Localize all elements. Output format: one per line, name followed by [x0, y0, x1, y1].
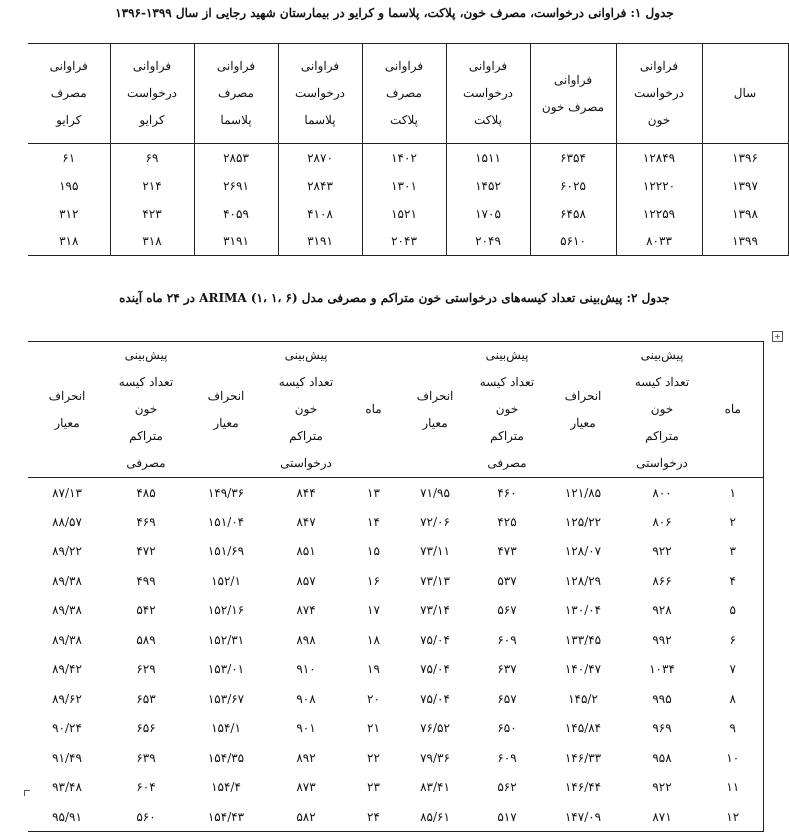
table-row: [28, 773, 763, 803]
table2-header-line: متراکم: [289, 429, 323, 443]
table-cell: ۷: [703, 655, 763, 685]
table-cell: ۱۸: [367, 632, 380, 647]
table-cell: ۸۵/۶۱: [420, 809, 450, 824]
table1-header-line: فراوانی: [132, 59, 172, 73]
table2-header-line: متراکم: [645, 429, 679, 443]
table1-header-line: فراوانی: [468, 59, 508, 73]
table-cell: ۶۳۷: [497, 662, 517, 677]
table-cell: ۴۲۳: [110, 200, 194, 228]
table2-header-line: متراکم: [490, 429, 524, 443]
table-cell: ۸۹/۴۲: [52, 662, 82, 677]
table-cell: ۱۵۴/۳۵: [207, 750, 245, 765]
table-cell: ۱۲۱/۸۵: [564, 485, 602, 500]
table-cell: ۱۳۰/۰۴: [564, 603, 602, 618]
table-cell: ۴۶۰: [497, 485, 517, 500]
table1-header-col-1: [702, 44, 788, 144]
table-cell: ۴۲۵: [497, 514, 517, 529]
table2-header-line: انحراف: [207, 388, 245, 403]
table1-header-line: فراوانی: [553, 72, 593, 87]
table-cell: ۱۴۰/۴۷: [564, 662, 602, 677]
table-cell: ۶۵۶: [136, 721, 156, 736]
table2-header-line: خون: [134, 402, 158, 416]
table-cell: ۹۲۸: [652, 603, 672, 618]
table-cell: ۶۳۵۴: [530, 144, 616, 172]
table-cell: ۴۰۵۹: [194, 200, 278, 228]
table1: [28, 43, 789, 256]
table-cell: ۵۸۹: [136, 632, 156, 647]
table-cell: ۹۱/۴۹: [52, 750, 82, 765]
table-cell: ۱۲۸/۰۷: [564, 544, 602, 559]
table-cell: ۲۱: [367, 721, 380, 736]
table-cell: ۷۳/۱۱: [420, 544, 450, 559]
table-cell: ۸۰۰: [652, 485, 672, 500]
table-cell: ۱۳۳/۴۵: [564, 632, 602, 647]
table-cell: ۱۴۹/۳۶: [207, 485, 245, 500]
table2-header-col-10: [28, 342, 106, 478]
table-cell: ۲۰: [367, 691, 380, 706]
table2-header-line: معیار: [422, 415, 448, 430]
table-cell: ۲۰۴۳: [362, 228, 446, 256]
table1-header-line: مصرف: [50, 86, 87, 100]
table-cell: ۹۹۲: [652, 632, 672, 647]
table-cell: ۱۵۴/۴۳: [207, 809, 245, 824]
table2-header-line: خون: [495, 402, 519, 416]
table-cell: ۲۸۴۳: [278, 172, 362, 200]
table-cell: ۱۳۹۶: [702, 144, 788, 172]
table-cell: ۶۰۹: [497, 750, 517, 765]
table-cell: ۴۶۹: [136, 514, 156, 529]
table-cell: ۹۹۵: [652, 691, 672, 706]
table1-header-line: درخواست: [634, 86, 684, 100]
table-cell: ۸۹۸: [296, 632, 316, 647]
table-cell: ۹۰۱: [296, 721, 316, 736]
table2-header-col-6: [346, 342, 401, 478]
table-cell: ۱۳۹۷: [702, 172, 788, 200]
table-cell: ۸۹/۲۲: [52, 544, 82, 559]
table2-header-line: پیش‌بینی: [284, 348, 328, 362]
table-cell: ۷۵/۰۴: [420, 662, 450, 677]
table-cell: ۷۳/۱۴: [420, 603, 450, 618]
table-cell: ۷۵/۰۴: [420, 632, 450, 647]
table1-header-line: درخواست: [463, 86, 513, 100]
table-cell: ۱۵۴/۴: [211, 780, 241, 795]
table-cell: ۷۲/۰۶: [420, 514, 450, 529]
table-cell: ۹۳/۴۸: [52, 780, 82, 795]
table-cell: ۱۴۶/۴۴: [564, 780, 602, 795]
table-cell: ۸: [703, 684, 763, 714]
table2-header-line: پیش‌بینی: [640, 348, 684, 362]
table2-header-line: درخواستی: [280, 456, 332, 470]
table-cell: ۲۸۵۳: [194, 144, 278, 172]
table-cell: ۴۹۹: [136, 573, 156, 588]
table-cell: ۶۰۹: [497, 632, 517, 647]
table-row: [28, 228, 788, 256]
table2-header-line: ماه: [724, 402, 741, 416]
table-cell: ۸۷۴: [296, 603, 316, 618]
table-cell: ۱۴۷/۰۹: [564, 809, 602, 824]
table-cell: ۳۱۲: [59, 206, 79, 221]
table-cell: ۴۷۳: [497, 544, 517, 559]
table1-header-col-8: [110, 44, 194, 144]
table-cell: ۱۰: [703, 743, 763, 773]
table2-header-line: معیار: [570, 415, 596, 430]
table1-header-line: پلاسما: [220, 113, 252, 127]
table2-header-col-7: [266, 342, 346, 478]
table-cell: ۶: [703, 625, 763, 655]
table2-header-col-1: [703, 342, 763, 478]
table-cell: ۵: [703, 596, 763, 626]
table1-header-line: کرایو: [139, 113, 165, 127]
table-cell: ۱۶: [367, 573, 380, 588]
table-cell: ۶۲۹: [136, 662, 156, 677]
table1-header-line: فراوانی: [384, 59, 424, 73]
table-cell: ۹۵/۹۱: [52, 809, 82, 824]
table-cell: ۸۷۳: [296, 780, 316, 795]
table1-header-line: کرایو: [56, 113, 82, 127]
table-cell: ۸۳/۴۱: [420, 780, 450, 795]
table1-header-line: مصرف خون: [541, 99, 605, 114]
table2-header-line: ماه: [365, 402, 382, 416]
table-cell: ۸۴۷: [296, 514, 316, 529]
table2-header-line: خون: [294, 402, 318, 416]
table-row: [28, 200, 788, 228]
table-row: [28, 625, 763, 655]
table-cell: ۵۶۲: [497, 780, 517, 795]
table-cell: ۸۰۳۳: [616, 228, 702, 256]
table-row: [28, 714, 763, 744]
table-cell: ۷۳/۱۳: [420, 573, 450, 588]
table1-header-line: مصرف: [386, 86, 422, 100]
table2-header-col-9: [106, 342, 186, 478]
table-row: [28, 537, 763, 567]
table-cell: ۶۹: [110, 144, 194, 172]
table2-header-line: پیش‌بینی: [124, 348, 168, 362]
table-cell: ۲۳: [367, 780, 380, 795]
table-cell: ۱۳: [367, 485, 380, 500]
table-cell: ۴: [703, 566, 763, 596]
table-cell: ۶۰۲۵: [530, 172, 616, 200]
table-cell: ۱۲: [703, 802, 763, 832]
table-cell: ۱۵۲۱: [362, 200, 446, 228]
table2-header-col-8: [186, 342, 266, 478]
table2-header-line: انحراف: [564, 388, 602, 403]
table1-header-col-6: [278, 44, 362, 144]
table-cell: ۱۵۳/۶۷: [207, 691, 245, 706]
table-cell: ۶۵۷: [497, 691, 517, 706]
table2-header-line: تعداد کیسه: [634, 375, 690, 389]
table-cell: ۹۵۸: [652, 750, 672, 765]
table-cell: ۱۴: [367, 514, 380, 529]
table-cell: ۱۹۵: [59, 178, 79, 193]
table-cell: ۱۵۲/۱: [211, 573, 241, 588]
table-cell: ۳۱۹۱: [278, 228, 362, 256]
table2-header-col-3: [545, 342, 621, 478]
table-cell: ۲۰۴۹: [446, 228, 530, 256]
table-cell: ۱۹: [367, 662, 380, 677]
table-cell: ۳: [703, 537, 763, 567]
table-cell: ۱۵۱/۶۹: [207, 544, 245, 559]
table-cell: ۶۰۴: [136, 780, 156, 795]
table1-header-col-9: [28, 44, 110, 144]
table-cell: ۲۸۷۰: [278, 144, 362, 172]
table1-header-col-3: [530, 44, 616, 144]
table-cell: ۱۳۹۹: [702, 228, 788, 256]
table2-header-col-2: [621, 342, 703, 478]
table-cell: ۱۵: [367, 544, 380, 559]
table2-header-line: انحراف: [416, 388, 454, 403]
table1-header-col-7: [194, 44, 278, 144]
table2-header-col-4: [469, 342, 545, 478]
table2-header-line: انحراف: [48, 388, 86, 403]
table1-header-line: فراوانی: [300, 59, 340, 73]
table1-header-col-2: [616, 44, 702, 144]
table1-header-line: فراوانی: [49, 59, 88, 73]
table-cell: ۸۹۲: [296, 750, 316, 765]
table-cell: ۱۵۳/۰۱: [207, 662, 245, 677]
table-cell: ۵۶۰: [136, 809, 156, 824]
table-cell: ۱۳۰۱: [362, 172, 446, 200]
table-cell: ۱۵۱۱: [446, 144, 530, 172]
table-row: [28, 478, 763, 508]
table-cell: ۸۵۷: [296, 573, 316, 588]
table1-header-col-4: [446, 44, 530, 144]
table-cell: ۹۲۲: [652, 544, 672, 559]
table-cell: ۱۷: [367, 603, 380, 618]
table2-header-line: تعداد کیسه: [278, 375, 334, 389]
table-cell: ۱۵۱/۰۴: [207, 514, 245, 529]
table-cell: ۵۸۲: [296, 809, 316, 824]
table-cell: ۶۳۹: [136, 750, 156, 765]
table-cell: ۶۵۰: [497, 721, 517, 736]
table-cell: ۱۲۵/۲۲: [564, 514, 602, 529]
table-cell: ۱۲۲۵۹: [616, 200, 702, 228]
table2-header-col-5: [401, 342, 469, 478]
table-cell: ۵۶۷: [497, 603, 517, 618]
table-cell: ۵۳۷: [497, 573, 517, 588]
table-row: [28, 144, 788, 172]
table-cell: ۲۱۴: [110, 172, 194, 200]
table-cell: ۶۱: [62, 150, 76, 165]
move-cross-icon[interactable]: +: [772, 331, 783, 342]
table-cell: ۹۰/۲۴: [52, 721, 82, 736]
table-cell: ۸۵۱: [296, 544, 316, 559]
table-row: [28, 655, 763, 685]
table1-header-line: پلاسما: [304, 113, 336, 127]
table1-header-line: درخواست: [127, 86, 177, 100]
table-cell: ۳۱۸: [59, 234, 79, 249]
table-cell: ۸۹/۳۸: [52, 603, 82, 618]
page-corner-mark: [24, 790, 30, 796]
table1-header-line: پلاکت: [474, 113, 502, 127]
table2: [28, 341, 764, 832]
table-row: [28, 566, 763, 596]
table-cell: ۱: [703, 478, 763, 508]
table-cell: ۷۱/۹۵: [420, 485, 450, 500]
table-cell: ۲۲: [367, 750, 380, 765]
table-cell: ۵۶۱۰: [530, 228, 616, 256]
table-cell: ۱۱: [703, 773, 763, 803]
table-cell: ۹: [703, 714, 763, 744]
table-cell: ۱۴۵/۸۴: [564, 721, 602, 736]
table-cell: ۲۴: [367, 809, 380, 824]
table-cell: ۶۵۳: [136, 691, 156, 706]
table-cell: ۷۹/۳۶: [420, 750, 450, 765]
table2-header-line: خون: [650, 402, 674, 416]
table-cell: ۱۲۲۲۰: [616, 172, 702, 200]
table-cell: ۸۴۴: [296, 485, 316, 500]
table-cell: ۹۲۲: [652, 780, 672, 795]
table-cell: ۹۰۸: [296, 691, 316, 706]
table-cell: ۵۴۲: [136, 603, 156, 618]
table-cell: ۱۲۸۴۹: [616, 144, 702, 172]
table-cell: ۸۹/۳۸: [52, 632, 82, 647]
table1-header-line: خون: [647, 113, 671, 127]
table-cell: ۵۱۷: [497, 809, 517, 824]
table1-header-line: فراوانی: [639, 59, 679, 73]
table2-header-line: متراکم: [129, 429, 163, 443]
table-cell: ۱۵۲/۱۶: [207, 603, 245, 618]
table-cell: ۱۴۰۲: [362, 144, 446, 172]
table-cell: ۹۶۹: [652, 721, 672, 736]
table1-header-line: سال: [733, 86, 757, 100]
table-cell: ۹۱۰: [296, 662, 316, 677]
table-row: [28, 743, 763, 773]
table-row: [28, 172, 788, 200]
table-cell: ۸۷/۱۳: [52, 485, 82, 500]
table-cell: ۱۷۰۵: [446, 200, 530, 228]
table1-header-line: فراوانی: [216, 59, 256, 73]
table-cell: ۶۴۵۸: [530, 200, 616, 228]
table-cell: ۱۰۳۴: [649, 662, 675, 677]
table-cell: ۳۱۸: [110, 228, 194, 256]
table-cell: ۱۳۹۸: [702, 200, 788, 228]
table2-caption: جدول ۲: پیش‌بینی تعداد کیسه‌های درخواستی خون متراکم و مصرفی مدل ARIMA (۱، ۱، ۶) در ۲۴ ماه آینده: [119, 291, 670, 305]
table1-header-col-5: [362, 44, 446, 144]
table2-header-line: معیار: [213, 415, 239, 430]
table2-header-line: مصرفی: [126, 456, 166, 470]
table-cell: ۲۶۹۱: [194, 172, 278, 200]
table-cell: ۸۶۶: [652, 573, 672, 588]
table-row: [28, 684, 763, 714]
table2-header-line: تعداد کیسه: [118, 375, 174, 389]
table-row: [28, 802, 763, 832]
table-cell: ۴۱۰۸: [278, 200, 362, 228]
table-cell: ۸۷۱: [652, 809, 672, 824]
table-row: [28, 596, 763, 626]
table-cell: ۴۷۲: [136, 544, 156, 559]
table-cell: ۷۵/۰۴: [420, 691, 450, 706]
table-cell: ۱۴۶/۳۳: [564, 750, 602, 765]
table-cell: ۸۸/۵۷: [52, 514, 82, 529]
table1-header-line: درخواست: [295, 86, 345, 100]
table2-header-line: درخواستی: [636, 456, 688, 470]
table2-header-line: معیار: [54, 415, 80, 430]
table-cell: ۸۹/۶۲: [52, 691, 82, 706]
table2-header-line: مصرفی: [487, 456, 527, 470]
table-cell: ۱۲۸/۲۹: [564, 573, 602, 588]
table-cell: ۳۱۹۱: [194, 228, 278, 256]
table2-header-line: تعداد کیسه: [479, 375, 535, 389]
table-cell: ۱۵۴/۱: [211, 721, 241, 736]
table-cell: ۱۴۵/۲: [568, 691, 598, 706]
table-cell: ۸۹/۳۸: [52, 573, 82, 588]
table-row: [28, 507, 763, 537]
table-cell: ۴۸۵: [136, 485, 156, 500]
table-cell: ۸۰۶: [652, 514, 672, 529]
table1-header-line: مصرف: [218, 86, 254, 100]
table1-caption: جدول ۱: فراوانی درخواست، مصرف خون، پلاکت، پلاسما و کرایو در بیمارستان شهید رجایی از سال ۱۳۹۹-۱۳۹۶: [115, 6, 674, 20]
table1-header-line: پلاکت: [390, 113, 418, 127]
table-cell: ۱۴۵۲: [446, 172, 530, 200]
table-cell: ۱۵۲/۳۱: [207, 632, 245, 647]
table2-header-line: پیش‌بینی: [485, 348, 529, 362]
table-cell: ۲: [703, 507, 763, 537]
table-cell: ۷۶/۵۲: [420, 721, 450, 736]
